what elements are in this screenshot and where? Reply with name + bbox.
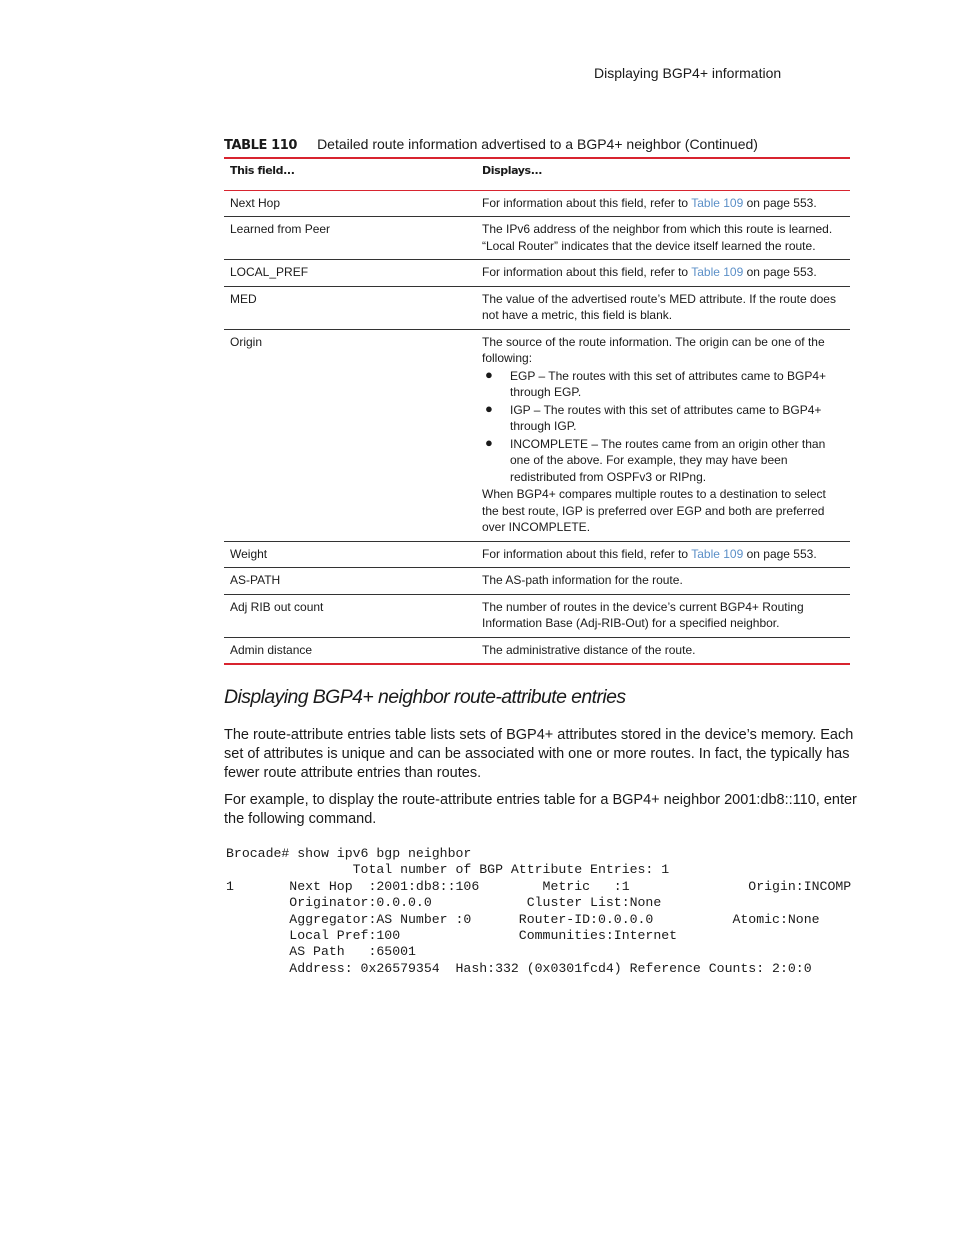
field-name: MED (224, 286, 476, 329)
bullet-icon: ● (485, 400, 493, 416)
field-name: Admin distance (224, 637, 476, 664)
list-item-text: EGP – The routes with this set of attributes came to BGP4+ through EGP. (510, 368, 827, 399)
list-item-text: INCOMPLETE – The routes came from an origin other than one of the above. For example, they may have been redistributed from OSPFv3 or RIPng. (510, 436, 826, 484)
field-description: The number of routes in the device’s current BGP4+ Routing Information Base (Adj-RIB-Out) for a specified neighbor. (476, 594, 850, 637)
table-row (224, 260, 850, 287)
field-name: LOCAL_PREF (224, 260, 476, 287)
xref-suffix: on page 553. (743, 265, 817, 279)
code-line: 1 Next Hop :2001:db8::106 Metric :1 Origin:INCOMP (226, 878, 852, 894)
list-item (482, 436, 844, 486)
running-header: Displaying BGP4+ information (594, 65, 782, 81)
field-description (476, 329, 850, 541)
body-paragraph: For example, to display the route-attribute entries table for a BGP4+ neighbor 2001:db8::110, enter the following command. (224, 792, 857, 827)
xref-prefix: For information about this field, refer to (482, 195, 692, 210)
body-paragraph: The route-attribute entries table lists sets of BGP4+ attributes stored in the device’s memory. Each set of attributes is unique and can be associated with one or more routes. In fact, the typically has fewer route attribute entries than routes. (224, 727, 854, 781)
field-name: Adj RIB out count (224, 594, 476, 637)
table-number: TABLE 110 (224, 138, 298, 153)
table-row (224, 568, 850, 595)
code-line: Address: 0x26579354 Hash:332 (0x0301fcd4) Reference Counts: 2:0:0 (226, 960, 812, 976)
code-line: Aggregator:AS Number :0 Router-ID:0.0.0.0 Atomic:None (226, 911, 820, 927)
table-row (224, 541, 850, 568)
origin-intro: The source of the route information. The origin can be one of the following: (482, 334, 825, 365)
list-item (482, 402, 844, 435)
origin-bullet-list (482, 368, 844, 486)
table-row (224, 594, 850, 637)
bullet-icon: ● (485, 434, 493, 450)
code-line: Originator:0.0.0.0 Cluster List:None (226, 895, 662, 911)
list-item-text: IGP – The routes with this set of attributes came to BGP4+ through IGP. (510, 402, 822, 433)
table-row (224, 190, 850, 217)
field-description-table (224, 157, 850, 665)
table-row (224, 217, 850, 260)
table-row (224, 286, 850, 329)
xref-prefix: For information about this field, refer to (482, 546, 692, 561)
field-name: AS-PATH (224, 568, 476, 595)
xref-link-table-109[interactable]: Table 109 (691, 546, 744, 561)
code-line: AS Path :65001 (226, 944, 416, 960)
xref-link-table-109[interactable]: Table 109 (691, 265, 744, 279)
xref-suffix: on page 553. (743, 195, 817, 210)
field-description: The value of the advertised route’s MED attribute. If the route does not have a metric, this field is blank. (476, 286, 850, 329)
table-row (224, 329, 850, 541)
column-header-displays: Displays... (476, 158, 850, 190)
cli-output-block (226, 846, 851, 977)
field-description: The IPv6 address of the neighbor from which this route is learned. “Local Router” indicates that the device itself learned the route. (476, 217, 850, 260)
field-name: Next Hop (224, 190, 476, 217)
field-name: Weight (224, 541, 476, 568)
code-line: Total number of BGP Attribute Entries: 1 (226, 862, 670, 878)
field-description: The administrative distance of the route. (476, 637, 850, 664)
xref-suffix: on page 553. (743, 546, 817, 561)
list-item (482, 368, 844, 401)
origin-outro: When BGP4+ compares multiple routes to a destination to select the best route, IGP is preferred over EGP and both are preferred over INCOMPLETE. (482, 487, 826, 534)
xref-link-table-109[interactable]: Table 109 (691, 195, 744, 210)
bullet-icon: ● (485, 366, 493, 382)
column-header-field: This field... (224, 158, 476, 190)
field-name: Learned from Peer (224, 217, 476, 260)
xref-prefix: For information about this field, refer to (482, 265, 692, 279)
field-description (476, 260, 850, 287)
field-description: The AS-path information for the route. (476, 568, 850, 595)
table-row (224, 637, 850, 664)
field-description (476, 541, 850, 568)
section-heading: Displaying BGP4+ neighbor route-attribute entries (224, 686, 626, 708)
code-line: Local Pref:100 Communities:Internet (226, 928, 678, 944)
table-caption (224, 136, 758, 153)
table-caption-text: Detailed route information advertised to a BGP4+ neighbor (Continued) (317, 136, 758, 152)
field-name: Origin (224, 329, 476, 541)
table-header-row (224, 158, 850, 190)
field-description (476, 190, 850, 217)
code-line: Brocade# show ipv6 bgp neighbor (226, 846, 472, 861)
